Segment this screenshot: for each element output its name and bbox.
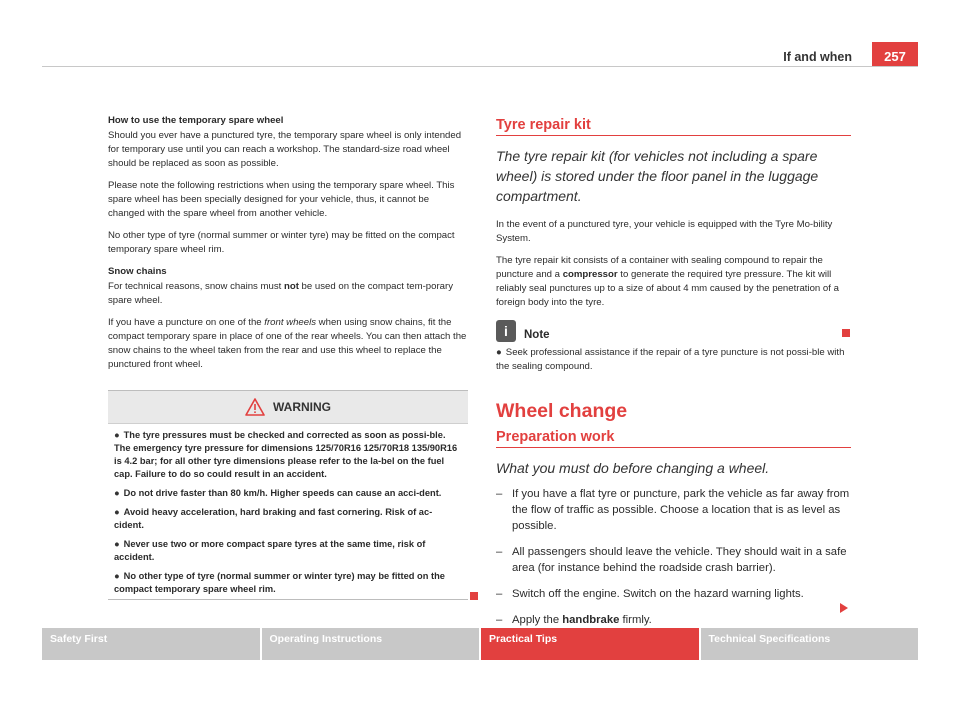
paragraph: For technical reasons, snow chains must not be used on the compact tem-porary spare wheel. — [108, 281, 454, 306]
lead-text: What you must do before changing a wheel. — [496, 460, 770, 476]
note-title: Note — [524, 329, 550, 341]
warning-item: ● Never use two or more compact spare tyres at the same time, risk of accident. — [114, 539, 426, 562]
page-header — [0, 0, 960, 70]
heading-rule — [496, 135, 851, 136]
paragraph: No other type of tyre (normal summer or winter tyre) may be fitted on the compact temporary spare wheel rim. — [108, 230, 455, 255]
steps-list — [496, 486, 851, 628]
warning-item: ● Avoid heavy acceleration, hard braking and fast cornering. Risk of ac-cident. — [114, 507, 433, 530]
chapter-title: If and when — [783, 50, 852, 64]
right-column — [496, 114, 851, 638]
paragraph: The tyre repair kit consists of a container with sealing compound to repair the puncture and a compressor to generate the required tyre pressure. The kit will reliably seal punctures up to a size of about 4 mm caused by the penetration of a foreign body into the tyre. — [496, 255, 839, 308]
paragraph: If you have a puncture on one of the front wheels when using snow chains, fit the compact temporary spare in place of one of the rear wheels. You can then attach the snow chains to the wheel taken from the rear and use this wheel to replace the punctured front wheel. — [108, 317, 467, 370]
list-item: – Switch off the engine. Switch on the hazard warning lights. — [496, 588, 804, 600]
tyre-repair-kit-heading: Tyre repair kit — [496, 117, 591, 133]
list-item: – Apply the handbrake firmly. — [496, 614, 652, 626]
paragraph: Should you ever have a punctured tyre, the temporary spare wheel is only intended for temporary use until you can reach a workshop. The standard-size road wheel should be replaced as soon as possible. — [108, 130, 462, 169]
note-info-icon: i — [496, 320, 516, 342]
note-header — [496, 320, 851, 342]
warning-item: ● No other type of tyre (normal summer or winter tyre) may be fitted on the compact temporary spare wheel rim. — [114, 571, 445, 594]
tab-safety-first[interactable]: Safety First — [42, 628, 260, 660]
warning-item: ● The tyre pressures must be checked and corrected as soon as possi-ble. The emergency tyre pressure for dimensions 125/70R16 125/70R18 135/90R16 is 4.2 bar; for all other tyre dimensions please refer to the la-bel on the fuel cap. Failure to do so could result in an accident. — [114, 430, 458, 479]
spare-wheel-heading: How to use the temporary spare wheel — [108, 115, 284, 126]
heading-rule — [496, 447, 851, 448]
warning-triangle-icon — [245, 398, 265, 416]
continue-arrow-icon — [840, 603, 848, 613]
warning-list — [108, 424, 468, 596]
left-column — [108, 114, 468, 380]
paragraph: In the event of a punctured tyre, your vehicle is equipped with the Tyre Mo-bility System. — [496, 219, 833, 244]
snow-chains-heading: Snow chains — [108, 266, 167, 277]
section-end-marker — [470, 592, 478, 600]
wheel-change-heading: Wheel change — [496, 400, 628, 422]
warning-box — [108, 390, 468, 600]
preparation-work-heading: Preparation work — [496, 429, 615, 445]
tab-technical-specifications[interactable]: Technical Specifications — [701, 628, 919, 660]
list-item: – All passengers should leave the vehicle. They should wait in a safe area (for instance behind the roadside crash barrier). — [496, 546, 847, 574]
note-item: ● Seek professional assistance if the repair of a tyre puncture is not possi-ble with the sealing compound. — [496, 347, 845, 372]
tab-operating-instructions[interactable]: Operating Instructions — [262, 628, 480, 660]
warning-item: ● Do not drive faster than 80 km/h. Higher speeds can cause an acci-dent. — [114, 488, 442, 498]
lead-text: The tyre repair kit (for vehicles not including a spare wheel) is stored under the floor panel in the luggage compartment. — [496, 148, 819, 204]
paragraph: Please note the following restrictions when using the temporary spare wheel. This spare wheel has been specially designed for your vehicle, thus, it cannot be changed with the spare wheel from another vehicle. — [108, 180, 455, 219]
warning-title: WARNING — [273, 400, 331, 414]
tab-practical-tips[interactable]: Practical Tips — [481, 628, 699, 660]
section-end-marker — [842, 329, 850, 337]
header-divider — [42, 66, 918, 67]
warning-header — [108, 391, 468, 424]
footer-nav — [42, 628, 918, 660]
page-number: 257 — [872, 42, 918, 66]
list-item: – If you have a flat tyre or puncture, park the vehicle as far away from the flow of traffic as possible. Choose a location that is as level as possible. — [496, 488, 850, 532]
